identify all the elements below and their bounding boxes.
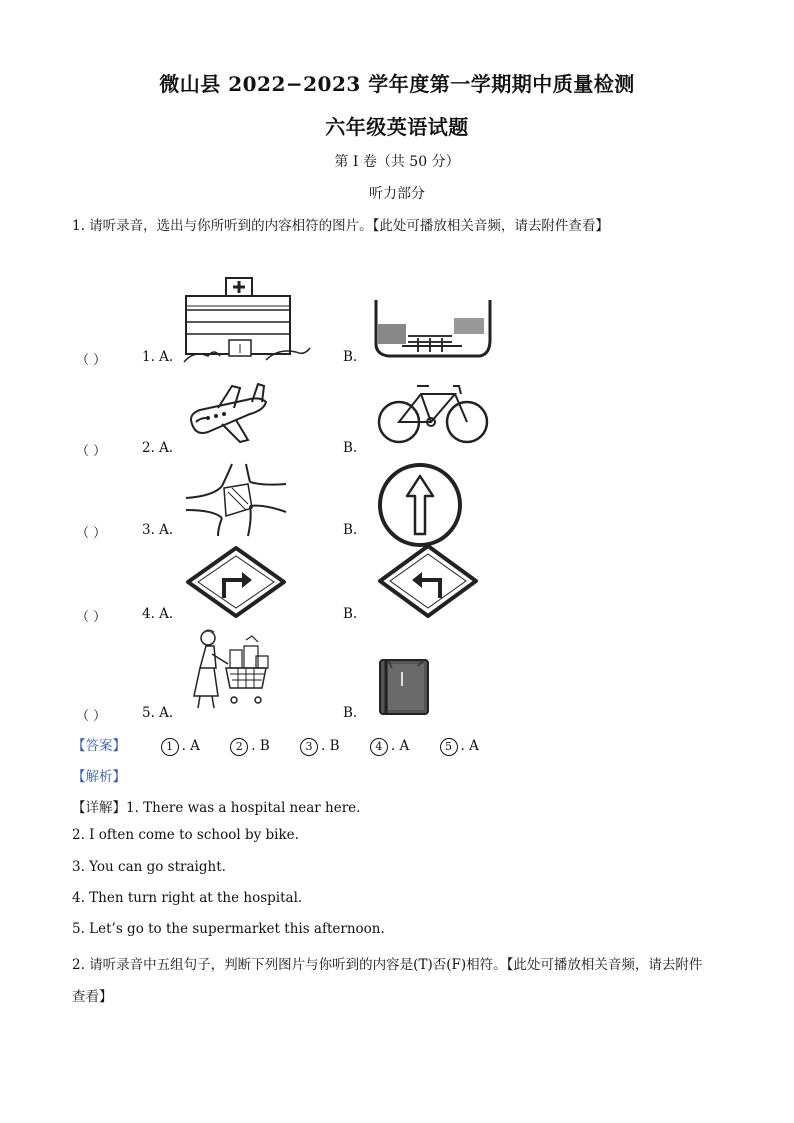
answer-value: . B — [251, 738, 270, 754]
option-label-b: B. — [343, 349, 358, 365]
book-icon — [378, 656, 434, 718]
answer-blank: （ ） — [76, 444, 107, 459]
option-label-b: B. — [343, 606, 358, 622]
turn-right-sign-icon — [186, 546, 286, 618]
question-2-instruction-cont: 查看】 — [72, 989, 113, 1005]
answer-label: 【答案】 — [72, 738, 126, 754]
option-label-a: 5. A. — [142, 705, 174, 721]
question-2-instruction: 2. 请听录音中五组句子，判断下列图片与你听到的内容是(T)否(F)相符。【此处可播放相关音频，请去附件 — [72, 957, 703, 973]
bicycle-icon — [377, 376, 489, 446]
option-label-b: B. — [343, 440, 358, 456]
answer-item — [370, 738, 409, 756]
answer-value: . A — [181, 738, 200, 754]
answer-blank: （ ） — [76, 610, 107, 625]
transcript-line: 1. There was a hospital near here. — [126, 800, 361, 816]
answer-blank: （ ） — [76, 353, 107, 368]
answer-item — [440, 738, 479, 756]
answer-item — [300, 738, 340, 756]
answer-value: . B — [321, 738, 340, 754]
answer-number: 3 — [300, 738, 318, 756]
transcript-line: 5. Let’s go to the supermarket this afternoon. — [72, 921, 385, 937]
answer-row — [72, 734, 505, 756]
exam-title: 微山县 2022−2023 学年度第一学期期中质量检测 — [159, 72, 635, 96]
airplane-icon — [188, 380, 268, 446]
answer-number: 5 — [440, 738, 458, 756]
answer-number: 2 — [230, 738, 248, 756]
option-label-b: B. — [343, 705, 358, 721]
part-heading: 听力部分 — [369, 186, 425, 202]
answer-item — [161, 738, 200, 756]
turn-left-sign-icon — [378, 544, 478, 618]
exam-subtitle: 六年级英语试题 — [325, 115, 469, 139]
go-straight-sign-icon — [377, 462, 463, 548]
detail-label: 【详解】 — [72, 800, 126, 816]
answer-value: . A — [460, 738, 479, 754]
option-label-a: 3. A. — [142, 522, 174, 538]
hospital-icon — [184, 276, 312, 364]
analysis-label: 【解析】 — [72, 769, 126, 785]
option-label-a: 2. A. — [142, 440, 174, 456]
transcript-line: 4. Then turn right at the hospital. — [72, 890, 303, 906]
option-label-b: B. — [343, 522, 358, 538]
answer-blank: （ ） — [76, 526, 107, 541]
pedestrian-crossing-icon — [372, 298, 492, 360]
section-heading: 第 I 卷（共 50 分） — [334, 154, 460, 170]
analysis-line-1 — [72, 796, 360, 816]
answer-blank: （ ） — [76, 709, 107, 724]
crossroads-icon — [186, 464, 286, 536]
option-label-a: 4. A. — [142, 606, 174, 622]
answer-number: 1 — [161, 738, 179, 756]
answer-number: 4 — [370, 738, 388, 756]
supermarket-shopping-icon — [186, 628, 272, 710]
transcript-line: 2. I often come to school by bike. — [72, 827, 299, 843]
question-1-instruction: 1. 请听录音，选出与你所听到的内容相符的图片。【此处可播放相关音频，请去附件查看】 — [72, 218, 609, 234]
answer-item — [230, 738, 270, 756]
answer-value: . A — [390, 738, 410, 754]
transcript-line: 3. You can go straight. — [72, 859, 226, 875]
option-label-a: 1. A. — [142, 349, 174, 365]
